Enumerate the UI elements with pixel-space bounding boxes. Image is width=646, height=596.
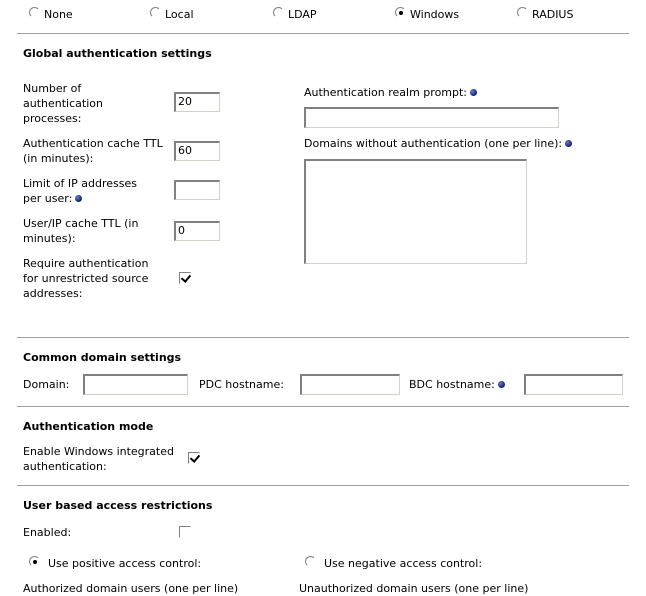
auth-method-local-label: Local xyxy=(165,8,194,21)
divider xyxy=(17,337,629,338)
unauthorized-users-label: Unauthorized domain users (one per line) xyxy=(299,582,529,595)
global-settings-heading: Global authentication settings xyxy=(23,47,212,60)
auth-method-ldap-label: LDAP xyxy=(288,8,317,21)
positive-access-label: Use positive access control: xyxy=(48,557,202,570)
integrated-auth-checkbox[interactable] xyxy=(188,452,200,464)
auth-method-windows-label: Windows xyxy=(410,8,460,21)
cache-ttl-input[interactable]: 60 xyxy=(174,141,220,161)
auth-method-radius-label: RADIUS xyxy=(532,8,574,21)
ip-limit-input[interactable] xyxy=(174,180,220,200)
positive-access-radio[interactable] xyxy=(29,556,40,567)
auth-method-windows-radio[interactable] xyxy=(395,7,406,18)
num-processes-input[interactable]: 20 xyxy=(174,92,220,112)
access-restrictions-heading: User based access restrictions xyxy=(23,499,213,512)
auth-method-ldap-radio[interactable] xyxy=(273,7,284,18)
ip-limit-label: Limit of IP addresses per user: xyxy=(23,177,137,205)
authorized-users-label: Authorized domain users (one per line) xyxy=(23,582,239,595)
integrated-auth-label: Enable Windows integrated authentication: xyxy=(23,445,174,473)
require-auth-checkbox[interactable] xyxy=(179,272,191,284)
auth-mode-heading: Authentication mode xyxy=(23,420,154,433)
divider xyxy=(17,33,629,34)
domains-without-auth-label: Domains without authentication (one per line): xyxy=(304,137,563,150)
domain-settings-heading: Common domain settings xyxy=(23,351,182,364)
num-processes-label: Number of authentication processes: xyxy=(23,82,103,125)
cache-ttl-label: Authentication cache TTL (in minutes): xyxy=(23,137,163,165)
restrictions-enabled-label: Enabled: xyxy=(23,526,72,539)
userip-ttl-label: User/IP cache TTL (in minutes): xyxy=(23,217,139,245)
realm-prompt-input[interactable] xyxy=(304,107,559,128)
domain-input[interactable] xyxy=(83,374,188,395)
bdc-hostname-input[interactable] xyxy=(524,374,623,395)
auth-method-local-radio[interactable] xyxy=(150,7,161,18)
info-icon[interactable] xyxy=(498,381,505,388)
info-icon[interactable] xyxy=(470,89,477,96)
userip-ttl-input[interactable]: 0 xyxy=(174,221,220,241)
divider xyxy=(17,406,629,407)
auth-method-none-radio[interactable] xyxy=(29,7,40,18)
negative-access-label: Use negative access control: xyxy=(324,557,483,570)
negative-access-radio[interactable] xyxy=(305,556,316,567)
realm-prompt-label: Authentication realm prompt: xyxy=(304,86,468,99)
auth-method-radius-radio[interactable] xyxy=(517,7,528,18)
auth-method-none-label: None xyxy=(44,8,73,21)
restrictions-enabled-checkbox[interactable] xyxy=(179,526,191,538)
domain-label: Domain: xyxy=(23,378,70,391)
pdc-hostname-input[interactable] xyxy=(300,374,400,395)
domains-without-auth-textarea[interactable] xyxy=(304,159,527,264)
pdc-hostname-label: PDC hostname: xyxy=(199,378,284,391)
info-icon[interactable] xyxy=(75,195,82,202)
divider xyxy=(17,485,629,486)
require-auth-label: Require authentication for unrestricted source addresses: xyxy=(23,257,149,300)
bdc-hostname-label: BDC hostname: xyxy=(409,378,495,391)
info-icon[interactable] xyxy=(565,140,572,147)
